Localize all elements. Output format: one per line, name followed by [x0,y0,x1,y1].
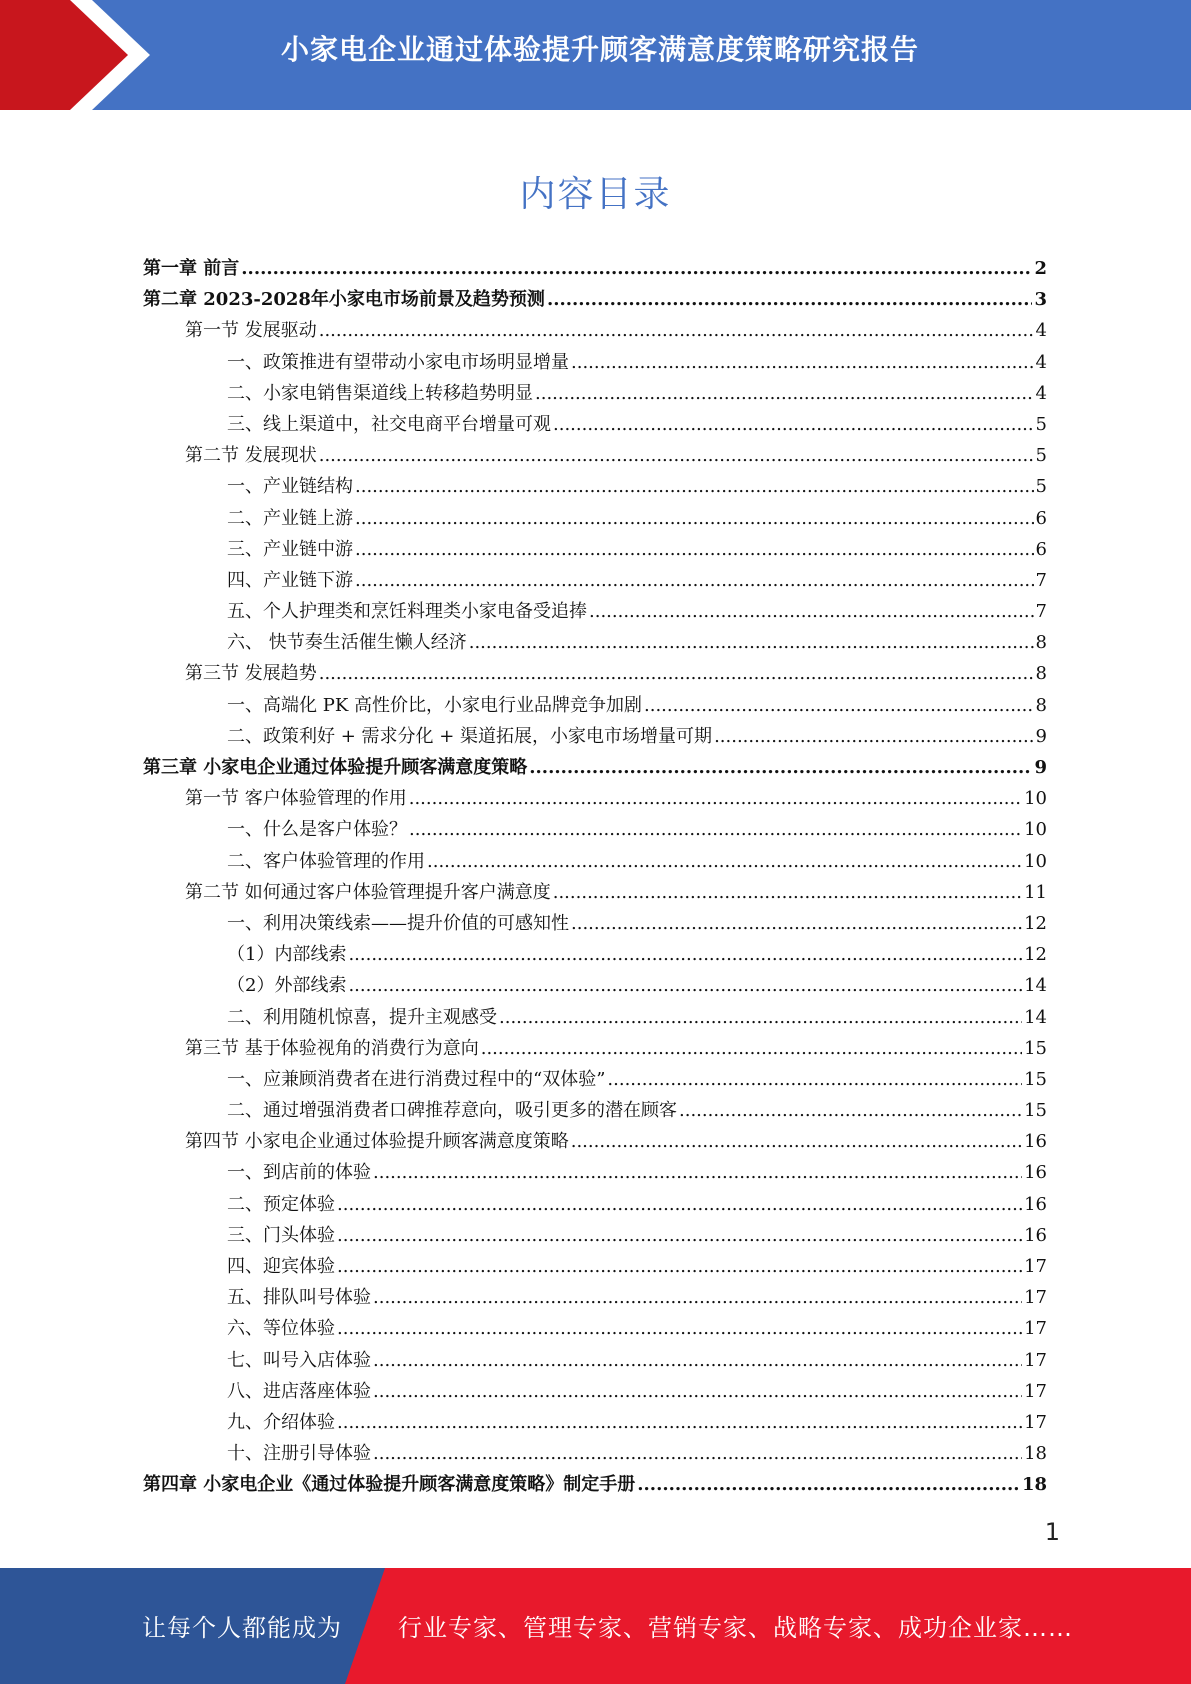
toc-entry-page: 10 [1024,850,1047,872]
toc-entry-label: 十、注册引导体验 [227,1443,371,1465]
toc-entry-page: 4 [1035,382,1047,404]
toc-entry[interactable] [143,908,1047,939]
toc-entry[interactable] [143,970,1047,1001]
toc-entry[interactable] [143,1126,1047,1157]
toc-entry-label: 第一节 发展驱动 [185,320,317,342]
toc-entry-label: 五、排队叫号体验 [227,1287,371,1309]
toc-entry[interactable] [143,253,1047,284]
footer-slogan-left: 让每个人都能成为 [142,1614,342,1642]
toc-leader-dots [373,1345,1022,1376]
toc-entry[interactable] [143,1469,1047,1500]
toc-entry-page: 10 [1024,788,1047,810]
toc-entry[interactable] [143,284,1047,315]
toc-entry-label: 二、客户体验管理的作用 [227,850,425,872]
toc-leader-dots [481,1033,1022,1064]
toc-entry-page: 11 [1024,881,1047,903]
toc-entry-page: 5 [1035,476,1047,498]
toc-entry-page: 16 [1024,1131,1047,1153]
toc-leader-dots [637,1469,1020,1500]
toc-leader-dots [337,1251,1022,1282]
toc-entry[interactable] [143,471,1047,502]
toc-entry-page: 9 [1035,725,1047,747]
toc-entry-page: 5 [1035,413,1047,435]
toc-entry-label: 第二节 发展现状 [185,445,317,467]
toc-leader-dots [319,658,1034,689]
toc-entry-label: 一、应兼顾消费者在进行消费过程中的“双体验” [227,1068,606,1090]
toc-entry[interactable] [143,1376,1047,1407]
toc-leader-dots [499,1002,1022,1033]
toc-entry[interactable] [143,1438,1047,1469]
toc-entry-label: 二、政策利好 + 需求分化 + 渠道拓展，小家电市场增量可期 [227,725,713,747]
toc-leader-dots [553,877,1022,908]
toc-entry[interactable] [143,315,1047,346]
toc-leader-dots [714,721,1033,752]
toc-entry-page: 7 [1035,569,1047,591]
toc-entry-page: 15 [1024,1037,1047,1059]
toc-entry[interactable] [143,1220,1047,1251]
toc-entry-label: 第四节 小家电企业通过体验提升顾客满意度策略 [185,1131,569,1153]
toc-entry[interactable] [143,752,1047,783]
toc-entry[interactable] [143,503,1047,534]
toc-entry-page: 17 [1024,1318,1047,1340]
toc-entry-label: 第三章 小家电企业通过体验提升顾客满意度策略 [143,757,528,778]
toc-entry-label: 第二节 如何通过客户体验管理提升客户满意度 [185,881,551,903]
toc-entry-label: 二、小家电销售渠道线上转移趋势明显 [227,382,533,404]
toc-entry-page: 17 [1024,1380,1047,1402]
toc-entry-page: 4 [1035,351,1047,373]
table-of-contents [143,253,1047,1501]
toc-leader-dots [644,690,1034,721]
toc-entry-label: 七、叫号入店体验 [227,1349,371,1371]
toc-leader-dots [337,1313,1022,1344]
toc-entry[interactable] [143,347,1047,378]
toc-entry-label: 六、 快节奏生活催生懒人经济 [227,632,467,654]
toc-leader-dots [241,253,1032,284]
toc-entry-page: 15 [1024,1068,1047,1090]
toc-leader-dots [571,908,1022,939]
toc-entry-label: 四、产业链下游 [227,569,353,591]
toc-entry-page: 6 [1035,538,1047,560]
toc-entry[interactable] [143,690,1047,721]
toc-entry-label: 二、通过增强消费者口碑推荐意向，吸引更多的潜在顾客 [227,1100,677,1122]
toc-leader-dots [355,503,1034,534]
toc-leader-dots [535,378,1034,409]
toc-entry-page: 4 [1035,320,1047,342]
toc-entry[interactable] [143,658,1047,689]
toc-entry-page: 17 [1024,1256,1047,1277]
toc-entry[interactable] [143,877,1047,908]
toc-entry-page: 16 [1024,1162,1047,1184]
toc-leader-dots [553,409,1034,440]
toc-entry[interactable] [143,721,1047,752]
toc-entry-label: 一、到店前的体验 [227,1162,371,1184]
toc-leader-dots [348,939,1022,970]
toc-entry[interactable] [143,409,1047,440]
toc-entry-page: 12 [1024,944,1047,966]
toc-entry-label: 二、预定体验 [227,1193,335,1215]
toc-entry-page: 2 [1034,258,1047,279]
toc-leader-dots [348,970,1022,1001]
toc-leader-dots [373,1376,1022,1407]
toc-leader-dots [337,1407,1022,1438]
toc-entry-label: 第二章 2023-2028年小家电市场前景及趋势预测 [143,289,545,311]
toc-entry-label: 三、门头体验 [227,1224,335,1246]
toc-entry[interactable] [143,846,1047,877]
toc-entry-label: 三、产业链中游 [227,538,353,560]
toc-entry-page: 9 [1034,757,1047,778]
toc-entry-page: 8 [1035,632,1047,654]
toc-leader-dots [529,752,1032,783]
toc-leader-dots [607,1064,1022,1095]
toc-leader-dots [337,1189,1022,1220]
toc-entry-label: 八、进店落座体验 [227,1380,371,1402]
toc-leader-dots [373,1157,1022,1188]
toc-entry-page: 16 [1024,1224,1047,1246]
toc-entry-label: 第一章 前言 [143,258,240,279]
toc-leader-dots [355,471,1034,502]
toc-entry-label: 九、介绍体验 [227,1411,335,1433]
toc-entry[interactable] [143,565,1047,596]
toc-entry-label: （2）外部线索 [227,975,347,997]
toc-entry-page: 14 [1024,1006,1047,1028]
toc-entry[interactable] [143,1189,1047,1220]
toc-entry-page: 18 [1021,1474,1047,1496]
toc-entry-label: 四、迎宾体验 [227,1256,335,1277]
toc-entry-label: 二、利用随机惊喜，提升主观感受 [227,1006,497,1028]
toc-entry-label: 一、利用决策线索——提升价值的可感知性 [227,912,569,934]
toc-leader-dots [679,1095,1022,1126]
toc-entry-page: 17 [1024,1349,1047,1371]
toc-entry[interactable] [143,596,1047,627]
toc-leader-dots [427,846,1022,877]
toc-leader-dots [355,565,1034,596]
toc-leader-dots [355,534,1034,565]
toc-entry-page: 16 [1024,1193,1047,1215]
toc-entry[interactable] [143,1033,1047,1064]
page-number: 1 [1044,1518,1060,1546]
toc-entry-label: 第一节 客户体验管理的作用 [185,788,407,810]
toc-entry-label: 二、产业链上游 [227,507,353,529]
toc-entry-page: 6 [1035,507,1047,529]
toc-entry-label: 六、等位体验 [227,1318,335,1340]
toc-entry[interactable] [143,1345,1047,1376]
toc-leader-dots [373,1438,1022,1469]
toc-entry[interactable] [143,1313,1047,1344]
toc-entry-page: 17 [1024,1287,1047,1309]
toc-entry-label: 第四章 小家电企业《通过体验提升顾客满意度策略》制定手册 [143,1474,636,1496]
toc-entry[interactable] [143,1251,1047,1282]
toc-entry-page: 8 [1035,694,1047,716]
toc-entry-label: 一、什么是客户体验？ [227,819,407,841]
toc-entry-label: （1）内部线索 [227,944,347,966]
toc-entry-label: 一、高端化 PK 高性价比，小家电行业品牌竞争加剧 [227,694,642,716]
toc-entry-page: 7 [1035,601,1047,623]
toc-entry-page: 14 [1024,975,1047,997]
toc-entry[interactable] [143,1282,1047,1313]
toc-leader-dots [319,315,1034,346]
toc-entry-page: 17 [1024,1411,1047,1433]
toc-heading: 内容目录 [519,174,672,215]
toc-entry[interactable] [143,1002,1047,1033]
toc-leader-dots [337,1220,1022,1251]
toc-leader-dots [373,1282,1022,1313]
toc-entry-label: 第三节 发展趋势 [185,663,317,685]
toc-entry-page: 3 [1034,289,1047,311]
toc-entry[interactable] [143,783,1047,814]
toc-leader-dots [589,596,1034,627]
toc-leader-dots [409,783,1022,814]
toc-entry[interactable] [143,440,1047,471]
toc-leader-dots [571,347,1034,378]
toc-entry[interactable] [143,1157,1047,1188]
toc-entry[interactable] [143,1407,1047,1438]
toc-leader-dots [409,814,1022,845]
toc-leader-dots [319,440,1034,471]
page-footer [0,1568,1191,1684]
toc-entry-label: 一、产业链结构 [227,476,353,498]
toc-entry-label: 五、个人护理类和烹饪料理类小家电备受追捧 [227,601,587,623]
toc-entry-page: 8 [1035,663,1047,685]
toc-entry[interactable] [143,939,1047,970]
footer-slogan-right: 行业专家、管理专家、营销专家、战略专家、成功企业家…… [398,1614,1073,1642]
toc-entry-page: 15 [1024,1100,1047,1122]
toc-entry-label: 第三节 基于体验视角的消费行为意向 [185,1037,479,1059]
toc-leader-dots [547,284,1033,315]
toc-entry-page: 18 [1024,1443,1047,1465]
toc-entry[interactable] [143,534,1047,565]
toc-entry-page: 5 [1035,445,1047,467]
toc-entry-page: 12 [1024,912,1047,934]
report-title: 小家电企业通过体验提升顾客满意度策略研究报告 [280,33,919,66]
toc-entry[interactable] [143,814,1047,845]
toc-entry[interactable] [143,1095,1047,1126]
toc-entry[interactable] [143,378,1047,409]
toc-entry-label: 一、政策推进有望带动小家电市场明显增量 [227,351,569,373]
toc-entry-label: 三、线上渠道中，社交电商平台增量可观 [227,413,551,435]
toc-leader-dots [571,1126,1022,1157]
toc-entry-page: 10 [1024,819,1047,841]
page-header [0,0,1191,110]
toc-leader-dots [469,627,1034,658]
toc-entry[interactable] [143,1064,1047,1095]
toc-entry[interactable] [143,627,1047,658]
